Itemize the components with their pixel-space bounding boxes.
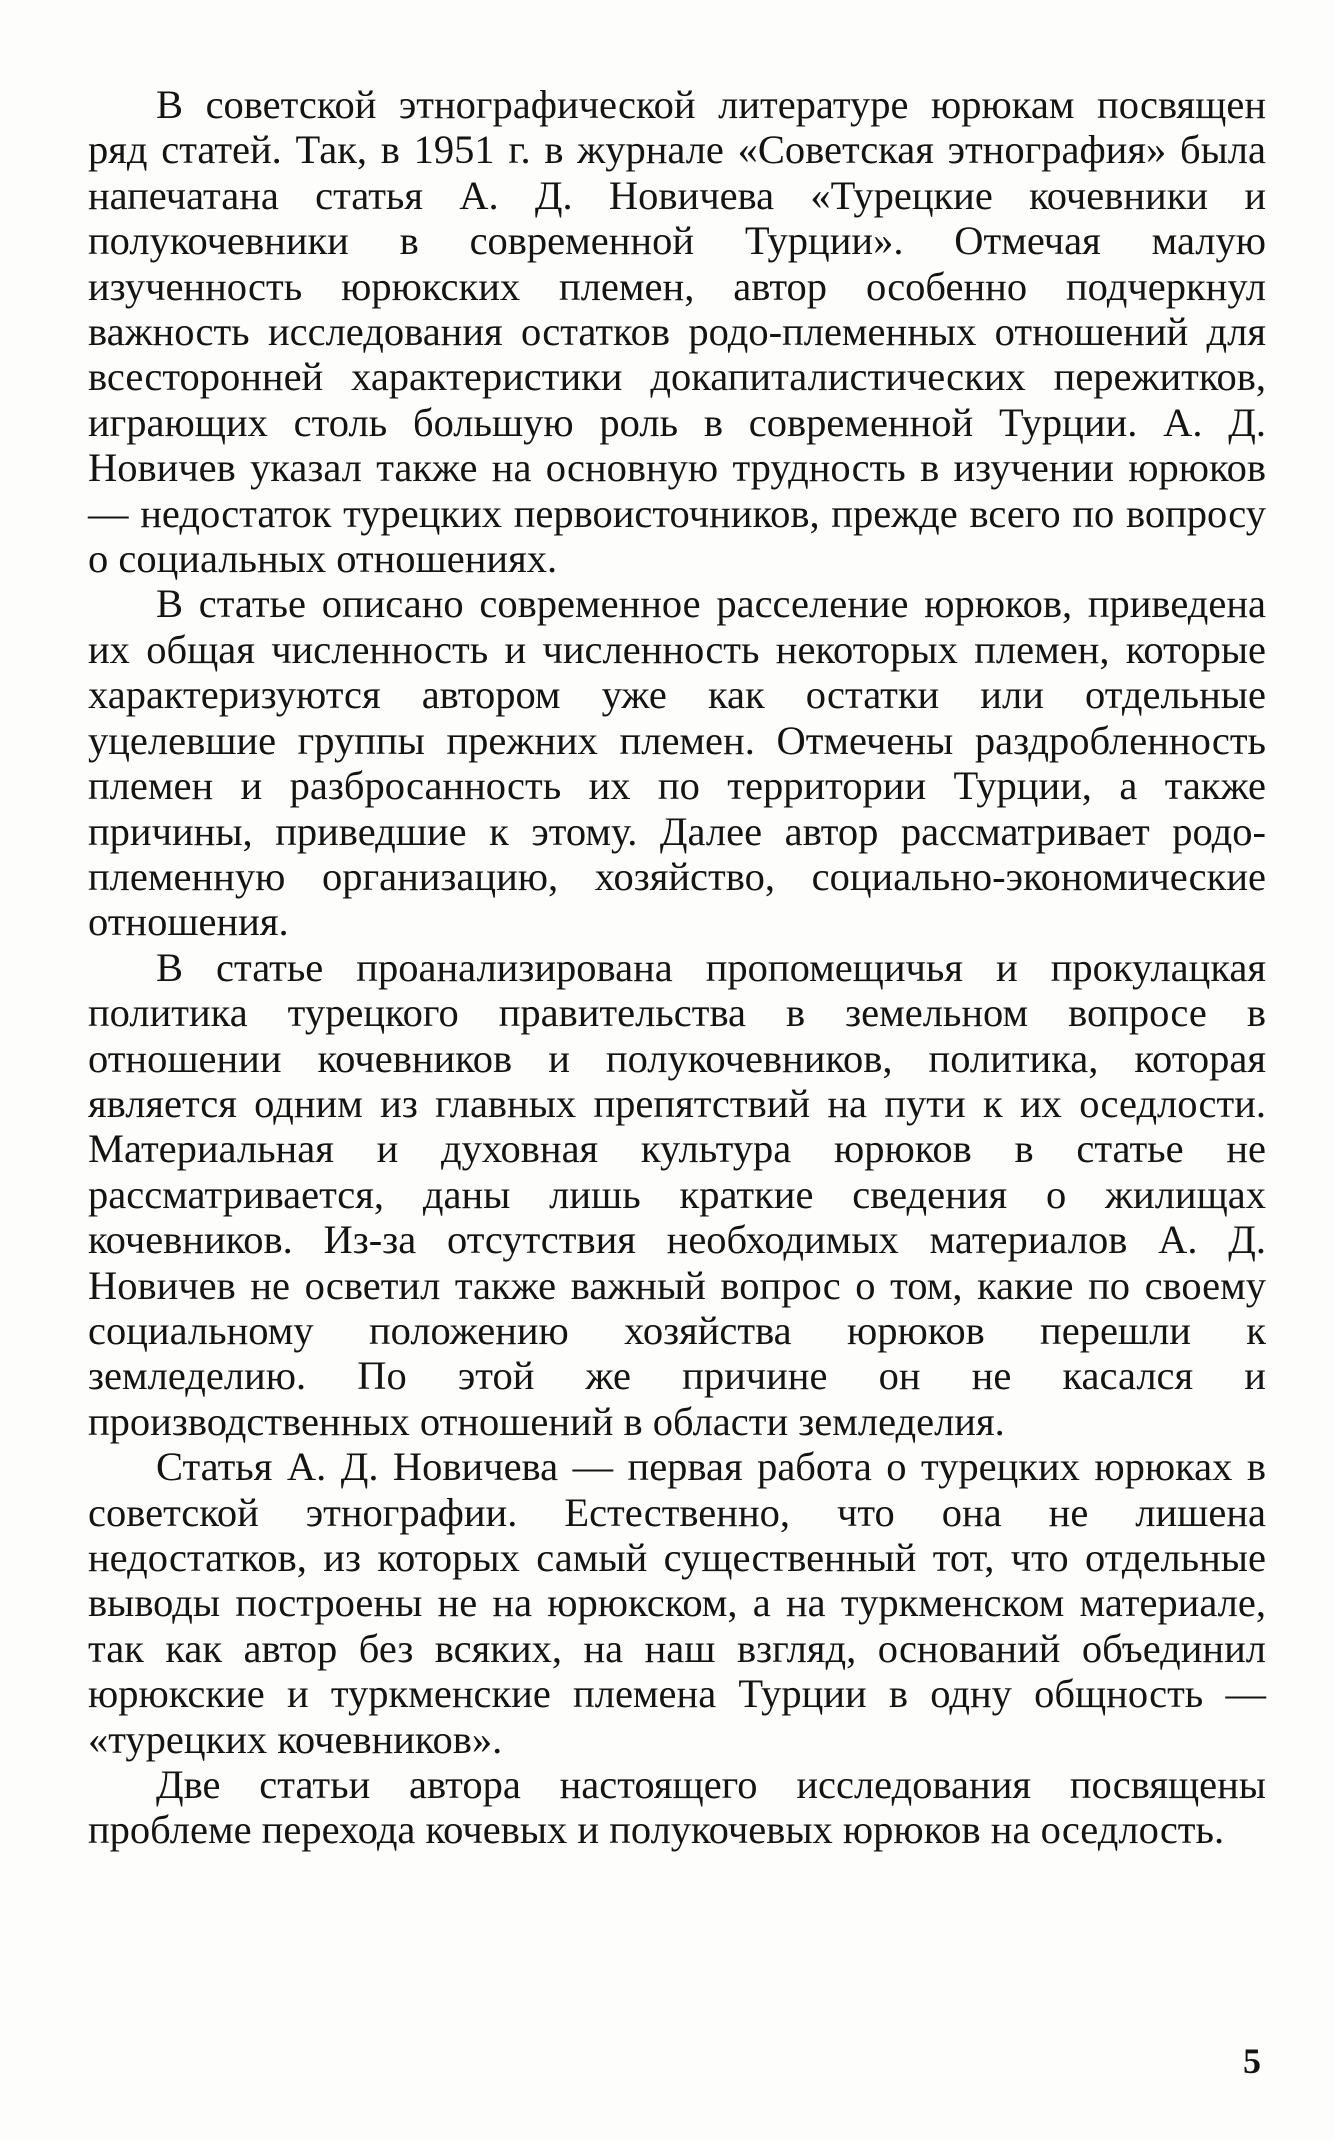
paragraph-1: В советской этнографической литературе юрюкам посвящен ряд статей. Так, в 1951 г. в журнале «Советская этнография» была напечатана статья А. Д. Новичева «Турецкие кочевники и полукочевники в современной Турции». Отмечая малую изученность юрюкских племен, автор особенно подчеркнул важность исследования остатков родо-племенных отношений для всесторонней характеристики докапиталистических пережитков, играющих столь большую роль в современной Турции. А. Д. Новичев указал также на основную трудность в изучении юрюков — недостаток турецких первоисточников, прежде всего по вопросу о социальных отношениях.: [88, 82, 1266, 582]
page-number: 5: [1243, 2041, 1261, 2081]
paragraph-5: Две статьи автора настоящего исследования посвящены проблеме перехода кочевых и полукочевых юрюков на оседлость.: [88, 1762, 1266, 1853]
body-text: [88, 82, 1266, 1853]
paragraph-3: В статье проанализирована пропомещичья и прокулацкая политика турецкого правительства в земельном вопросе в отношении кочевников и полукочевников, политика, которая является одним из главных препятствий на пути к их оседлости. Материальная и духовная культура юрюков в статье не рассматривается, даны лишь краткие сведения о жилищах кочевников. Из-за отсутствия необходимых материалов А. Д. Новичев не осветил также важный вопрос о том, какие по своему социальному положению хозяйства юрюков перешли к земледелию. По этой же причине он не касался и производственных отношений в области земледелия.: [88, 944, 1266, 1444]
paragraph-2: В статье описано современное расселение юрюков, приведена их общая численность и численность некоторых племен, которые характеризуются автором уже как остатки или отдельные уцелевшие группы прежних племен. Отмечены раздробленность племен и разбросанность их по территории Турции, а также причины, приведшие к этому. Далее автор рассматривает родо-племенную организацию, хозяйство, социально-экономические отношения.: [88, 581, 1266, 945]
paragraph-4: Статья А. Д. Новичева — первая работа о турецких юрюках в советской этнографии. Естественно, что она не лишена недостатков, из которых самый существенный тот, что отдельные выводы построены не на юрюкском, а на туркменском материале, так как автор без всяких, на наш взгляд, оснований объединил юрюкские и туркменские племена Турции в одну общность — «турецких кочевников».: [88, 1444, 1266, 1762]
